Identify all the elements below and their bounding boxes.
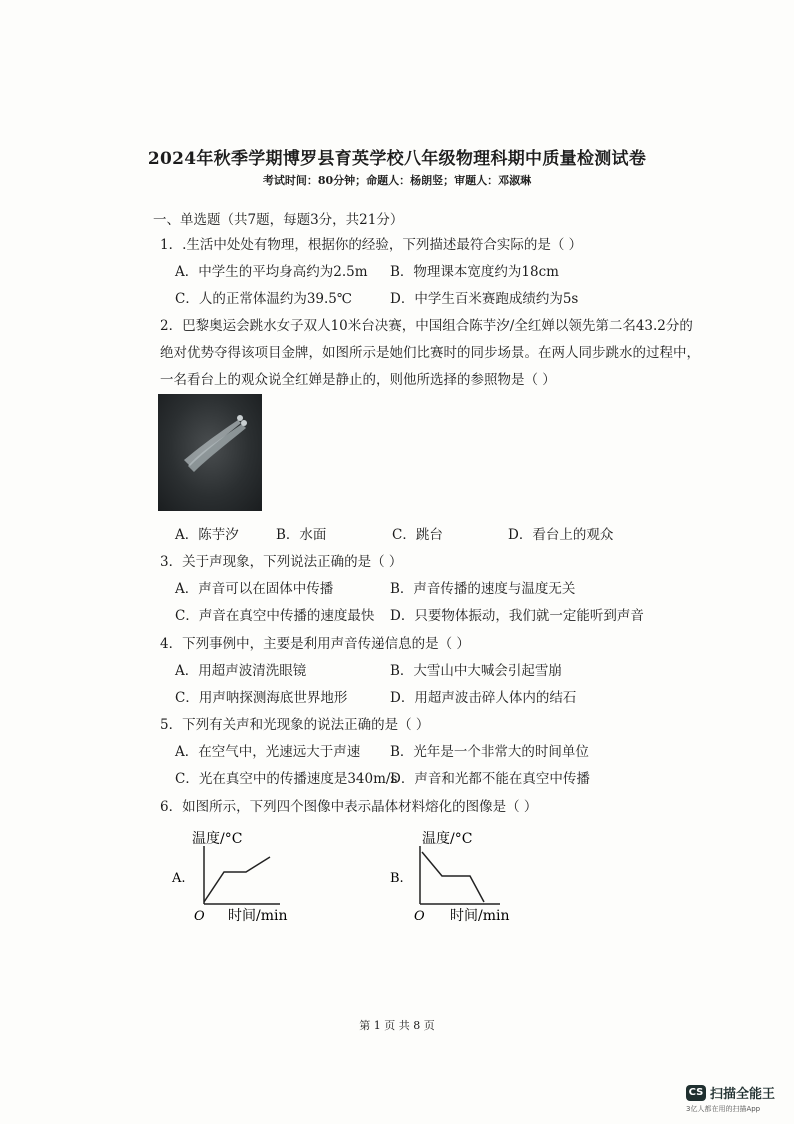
diving-photo bbox=[158, 394, 262, 511]
graph-b-letter: B. bbox=[390, 871, 404, 886]
question-4-option-d: D．用超声波击碎人体内的结石 bbox=[390, 690, 577, 706]
scanner-watermark bbox=[686, 1083, 775, 1102]
question-1-option-d: D．中学生百米赛跑成绩约为5s bbox=[390, 291, 579, 307]
graph-a-origin: O bbox=[194, 909, 205, 924]
exam-meta: 考试时间：80分钟；命题人：杨朗竖；审题人：邓淑琳 bbox=[262, 174, 532, 187]
scanner-app-name: 扫描全能王 bbox=[710, 1087, 776, 1102]
graph-a-curve bbox=[204, 857, 270, 902]
graph-b-curve bbox=[422, 852, 484, 902]
graph-b-xlabel: 时间/min bbox=[450, 908, 510, 924]
graph-a-ylabel: 温度/°C bbox=[192, 831, 243, 847]
question-5-stem: 5．下列有关声和光现象的说法正确的是（ ） bbox=[160, 717, 430, 733]
exam-title: 2024年秋季学期博罗县育英学校八年级物理科期中质量检测试卷 bbox=[147, 149, 647, 169]
question-5-option-a: A．在空气中，光速远大于声速 bbox=[175, 744, 361, 760]
question-4-option-a: A．用超声波清洗眼镜 bbox=[175, 663, 307, 679]
question-4-option-c: C．用声呐探测海底世界地形 bbox=[175, 690, 348, 706]
question-1-option-a: A．中学生的平均身高约为2.5m bbox=[175, 264, 368, 280]
section-title: 一、单选题（共7题，每题3分，共21分） bbox=[153, 212, 404, 228]
page-footer: 第 1 页 共 8 页 bbox=[359, 1019, 435, 1032]
question-2-stem-line-2: 绝对优势夺得该项目金牌，如图所示是她们比赛时的同步场景。在两人同步跳水的过程中， bbox=[160, 345, 700, 361]
question-5-option-c: C．光在真空中的传播速度是340m/s bbox=[175, 771, 398, 787]
question-3-option-a: A．声音可以在固体中传播 bbox=[175, 581, 334, 597]
question-2-option-c: C．跳台 bbox=[392, 527, 443, 543]
question-5-option-d: D．声音和光都不能在真空中传播 bbox=[390, 771, 590, 787]
question-1-stem: 1．.生活中处处有物理，根据你的经验，下列描述最符合实际的是（ ） bbox=[160, 237, 583, 253]
question-3-option-b: B．声音传播的速度与温度无关 bbox=[390, 581, 576, 597]
question-2-option-a: A．陈芋汐 bbox=[175, 527, 239, 543]
question-3-stem: 3．关于声现象，下列说法正确的是（ ） bbox=[160, 554, 403, 570]
question-2-option-b: B．水面 bbox=[276, 527, 327, 543]
graph-b-ylabel: 温度/°C bbox=[422, 831, 473, 847]
question-4-option-b: B．大雪山中大喊会引起雪崩 bbox=[390, 663, 562, 679]
graph-a bbox=[170, 826, 310, 930]
scanner-tagline: 3亿人都在用的扫描App bbox=[686, 1105, 761, 1113]
question-1-option-b: B．物理课本宽度约为18cm bbox=[390, 264, 559, 280]
graph-a-xlabel: 时间/min bbox=[228, 908, 288, 924]
graph-b bbox=[388, 826, 528, 930]
question-3-option-d: D．只要物体振动，我们就一定能听到声音 bbox=[390, 608, 644, 624]
question-1-option-c: C．人的正常体温约为39.5℃ bbox=[175, 291, 352, 307]
question-6-stem: 6．如图所示，下列四个图像中表示晶体材料熔化的图像是（ ） bbox=[160, 799, 538, 815]
question-2-stem-line-1: 2．巴黎奥运会跳水女子双人10米台决赛，中国组合陈芋汐/全红婵以领先第二名43.2分的 bbox=[160, 318, 693, 334]
graph-a-letter: A. bbox=[172, 871, 186, 886]
graph-b-origin: O bbox=[414, 909, 425, 924]
question-3-option-c: C．声音在真空中传播的速度最快 bbox=[175, 608, 375, 624]
question-2-stem-line-3: 一名看台上的观众说全红婵是静止的，则他所选择的参照物是（ ） bbox=[160, 372, 556, 388]
question-2-option-d: D．看台上的观众 bbox=[508, 527, 614, 543]
scanner-logo-icon: CS bbox=[686, 1085, 706, 1101]
question-5-option-b: B．光年是一个非常大的时间单位 bbox=[390, 744, 589, 760]
question-4-stem: 4．下列事例中，主要是利用声音传递信息的是（ ） bbox=[160, 636, 470, 652]
